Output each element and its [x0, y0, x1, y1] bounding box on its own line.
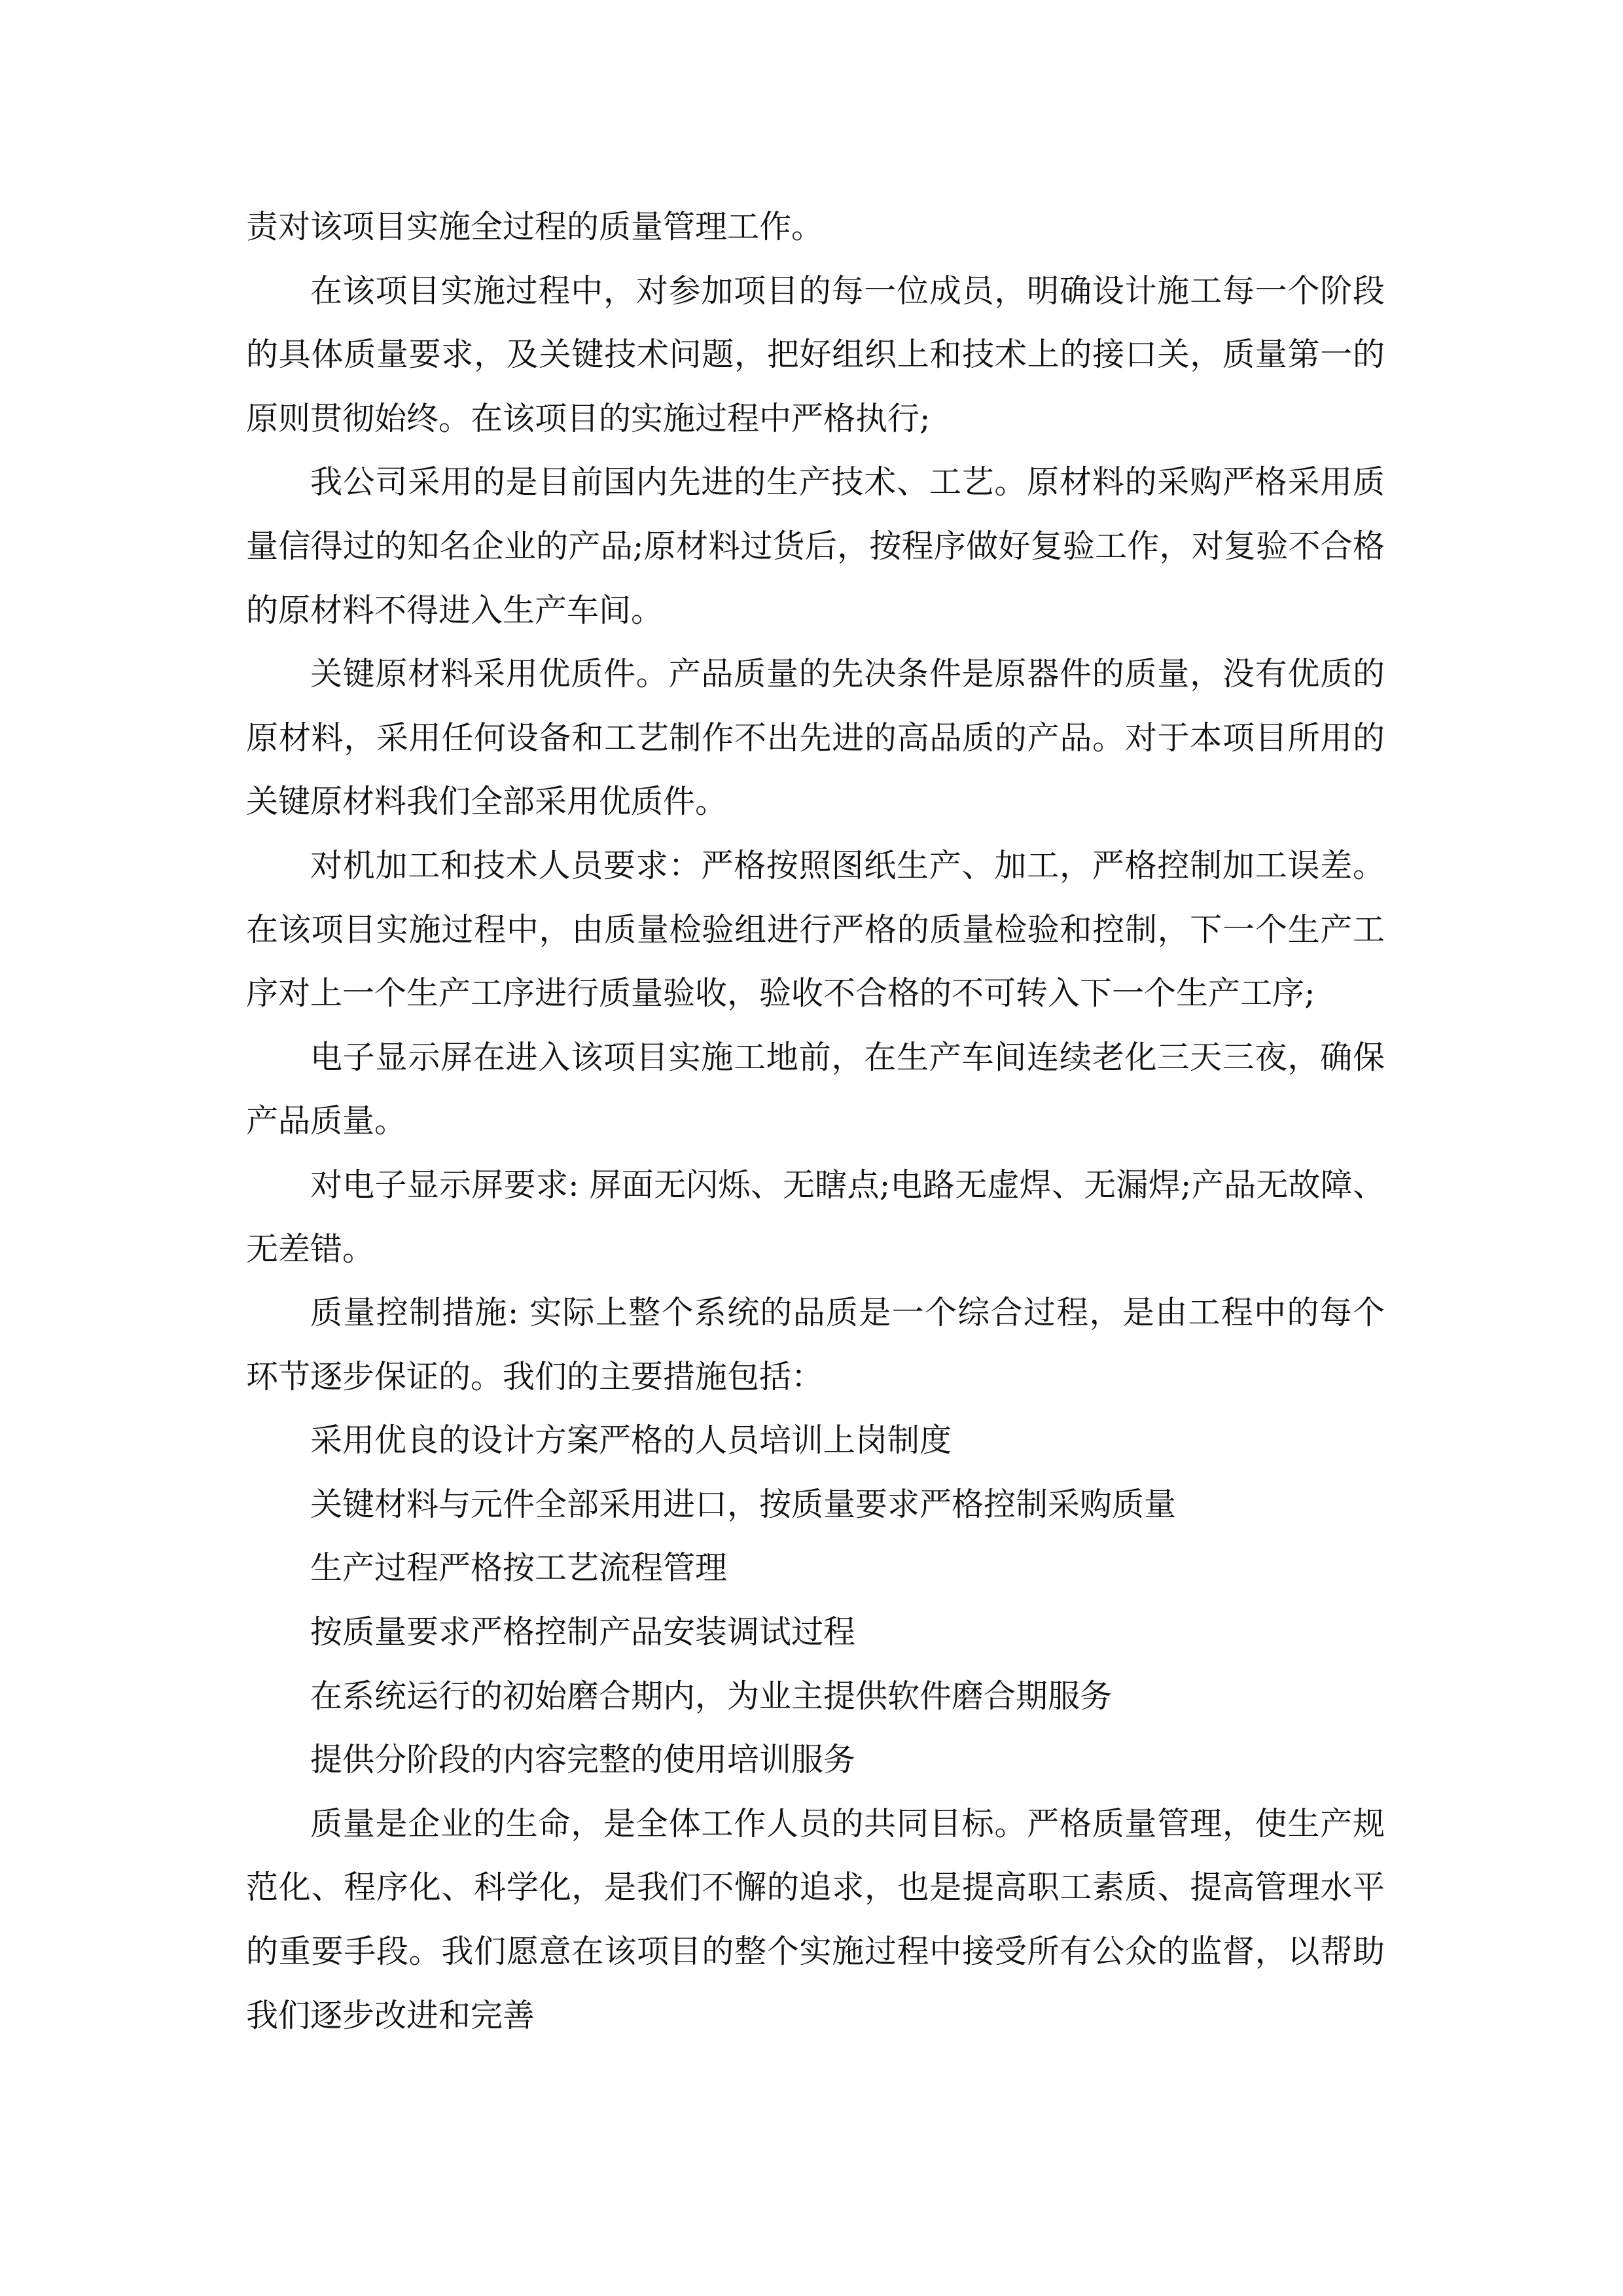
- paragraph-quality-commitment: 质量是企业的生命，是全体工作人员的共同目标。严格质量管理，使生产规范化、程序化、科学化，是我们不懈的追求，也是提高职工素质、提高管理水平的重要手段。我们愿意在该项目的整个实施过程中接受所有公众的监督，以帮助我们逐步改进和完善: [246, 1804, 1385, 2034]
- list-item-training-service: 提供分阶段的内容完整的使用培训服务: [310, 1741, 856, 1779]
- paragraph-display-requirements: 对电子显示屏要求: 屏面无闪烁、无瞎点;电路无虚焊、无漏焊;产品无故障、无差错。: [246, 1166, 1385, 1268]
- paragraph-key-materials: 关键原材料采用优质件。产品质量的先决条件是原器件的质量，没有优质的原材料，采用任何设备和工艺制作不出先进的高品质的产品。对于本项目所用的关键原材料我们全部采用优质件。: [246, 655, 1385, 821]
- list-item-design-training: 采用优良的设计方案严格的人员培训上岗制度: [310, 1422, 952, 1460]
- paragraph-production-technology: 我公司采用的是目前国内先进的生产技术、工艺。原材料的采购严格采用质量信得过的知名企业的产品;原材料过货后，按程序做好复验工作，对复验不合格的原材料不得进入生产车间。: [246, 463, 1385, 629]
- paragraph-implementation-process: 在该项目实施过程中，对参加项目的每一位成员，明确设计施工每一个阶段的具体质量要求，及关键技术问题，把好组织上和技术上的接口关，质量第一的原则贯彻始终。在该项目的实施过程中严格执行;: [246, 272, 1385, 437]
- paragraph-display-aging: 电子显示屏在进入该项目实施工地前，在生产车间连续老化三天三夜，确保产品质量。: [246, 1038, 1385, 1140]
- paragraph-quality-measures: 质量控制措施: 实际上整个系统的品质是一个综合过程，是由工程中的每个环节逐步保证的。我们的主要措施包括：: [246, 1294, 1385, 1395]
- list-item-installation-control: 按质量要求严格控制产品安装调试过程: [310, 1613, 856, 1651]
- paragraph-machining-requirements: 对机加工和技术人员要求：严格按照图纸生产、加工，严格控制加工误差。在该项目实施过程中，由质量检验组进行严格的质量检验和控制，下一个生产工序对上一个生产工序进行质量验收，验收不合格的不可转入下一个生产工序;: [246, 846, 1385, 1013]
- list-item-software-service: 在系统运行的初始磨合期内，为业主提供软件磨合期服务: [310, 1677, 1113, 1715]
- list-item-imported-components: 关键材料与元件全部采用进口，按质量要求严格控制采购质量: [310, 1485, 1177, 1523]
- document-body: [246, 195, 1385, 2047]
- paragraph-continuation: 责对该项目实施全过程的质量管理工作。: [246, 208, 824, 245]
- list-item-process-management: 生产过程严格按工艺流程管理: [310, 1549, 728, 1587]
